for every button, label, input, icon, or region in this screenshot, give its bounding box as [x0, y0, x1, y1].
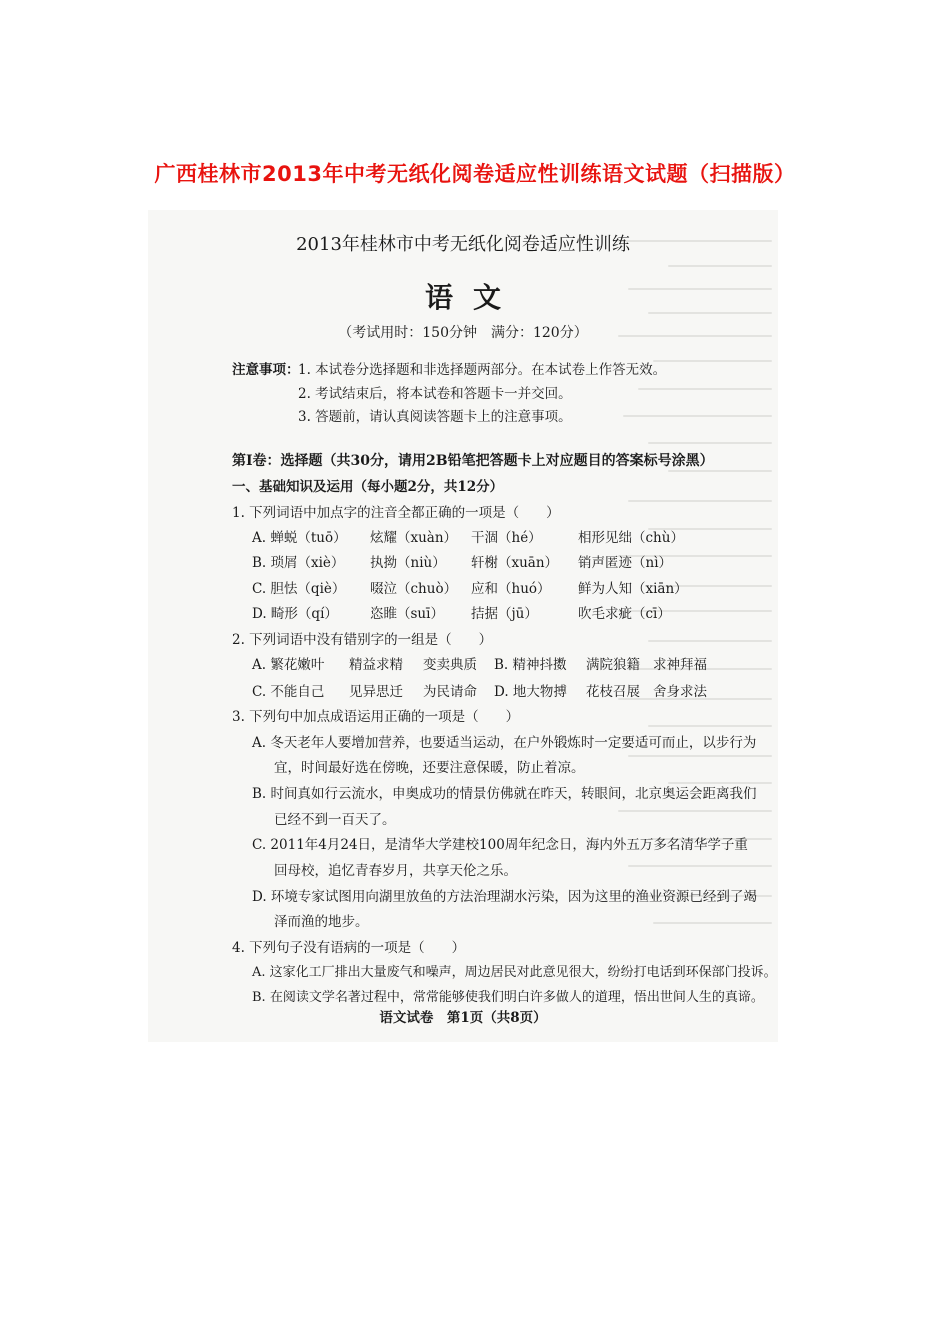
option-line: C. 2011年4月24日，是清华大学建校100周年纪念日，海内外五万多名清华学子重 [252, 837, 748, 853]
option-cell: 干涸（hé） [471, 530, 542, 546]
option-cell: 啜泣（chuò） [370, 581, 458, 597]
option-line: 回母校，追忆青春岁月，共享天伦之乐。 [274, 863, 517, 879]
option-cell: 应和（huó） [471, 581, 551, 597]
option-line: 泽而渔的地步。 [274, 914, 369, 930]
option-cell: 求神拜福 [653, 657, 707, 673]
question-stem: 2. 下列词语中没有错别字的一组是（ ） [232, 632, 493, 648]
option-cell: C. 不能自己 [252, 684, 325, 700]
option-cell: 满院狼籍 [586, 657, 640, 673]
option-cell: 为民请命 [423, 684, 477, 700]
note-item: 2. 考试结束后，将本试卷和答题卡一并交回。 [298, 386, 572, 402]
option-cell: 吹毛求疵（cī） [578, 606, 671, 622]
paper-heading: 2013年桂林市中考无纸化阅卷适应性训练 [296, 234, 630, 255]
option-cell: 相形见绌（chù） [578, 530, 684, 546]
option-cell: 鲜为人知（xiān） [578, 581, 688, 597]
option-cell: 执拗（niù） [370, 555, 446, 571]
document-title: 广西桂林市2013年中考无纸化阅卷适应性训练语文试题（扫描版） [154, 162, 796, 186]
option-line: D. 环境专家试图用向湖里放鱼的方法治理湖水污染，因为这里的渔业资源已经到了竭 [252, 889, 757, 905]
option-line: A. 冬天老年人要增加营养，也要适当运动，在户外锻炼时一定要适可而止，以步行为 [252, 735, 757, 751]
scanned-exam-page [148, 210, 778, 1042]
option-cell: 见异思迁 [349, 684, 403, 700]
notes-label: 注意事项： [232, 362, 300, 378]
option-cell: 轩榭（xuān） [471, 555, 559, 571]
note-item: 1. 本试卷分选择题和非选择题两部分。在本试卷上作答无效。 [298, 362, 667, 378]
page-footer: 语文试卷 第1页（共8页） [379, 1010, 547, 1026]
question-stem: 4. 下列句子没有语病的一项是（ ） [232, 940, 466, 956]
option-cell: 拮据（jū） [471, 606, 538, 622]
option-cell: B. 琐屑（xiè） [252, 555, 345, 571]
option-cell: A. 繁花嫩叶 [252, 657, 325, 673]
option-cell: D. 畸形（qí） [252, 606, 338, 622]
option-line: B. 时间真如行云流水，申奥成功的情景仿佛就在昨天，转眼间，北京奥运会距离我们 [252, 786, 757, 802]
question-stem: 1. 下列词语中加点字的注音全都正确的一项是（ ） [232, 505, 560, 521]
part-title: 第Ⅰ卷：选择题（共30分，请用2B铅笔把答题卡上对应题目的答案标号涂黑） [232, 453, 714, 469]
option-cell: 花枝召展 [586, 684, 640, 700]
option-cell: B. 精神抖擞 [494, 657, 567, 673]
option-cell: 变卖典质 [423, 657, 477, 673]
option-cell: 销声匿迹（nì） [578, 555, 673, 571]
option-line: B. 在阅读文学名著过程中，常常能够使我们明白许多做人的道理，悟出世间人生的真谛。 [252, 990, 764, 1005]
option-line: A. 这家化工厂排出大量废气和噪声，周边居民对此意见很大，纷纷打电话到环保部门投诉。 [252, 965, 777, 980]
option-cell: 炫耀（xuàn） [370, 530, 458, 546]
option-line: 宜，时间最好选在傍晚，还要注意保暖，防止着凉。 [274, 760, 585, 776]
option-line: 已经不到一百天了。 [274, 812, 396, 828]
option-cell: C. 胆怯（qiè） [252, 581, 346, 597]
option-cell: D. 地大物搏 [494, 684, 567, 700]
note-item: 3. 答题前，请认真阅读答题卡上的注意事项。 [298, 409, 572, 425]
exam-info: （考试用时：150分钟 满分：120分） [338, 325, 588, 341]
section-title: 一、基础知识及运用（每小题2分，共12分） [232, 479, 504, 495]
option-cell: 恣睢（suī） [370, 606, 444, 622]
option-cell: 精益求精 [349, 657, 403, 673]
paper-subject: 语文 [424, 281, 521, 314]
option-cell: A. 蝉蜕（tuō） [252, 530, 347, 546]
question-stem: 3. 下列句中加点成语运用正确的一项是（ ） [232, 709, 520, 725]
option-cell: 舍身求法 [653, 684, 707, 700]
